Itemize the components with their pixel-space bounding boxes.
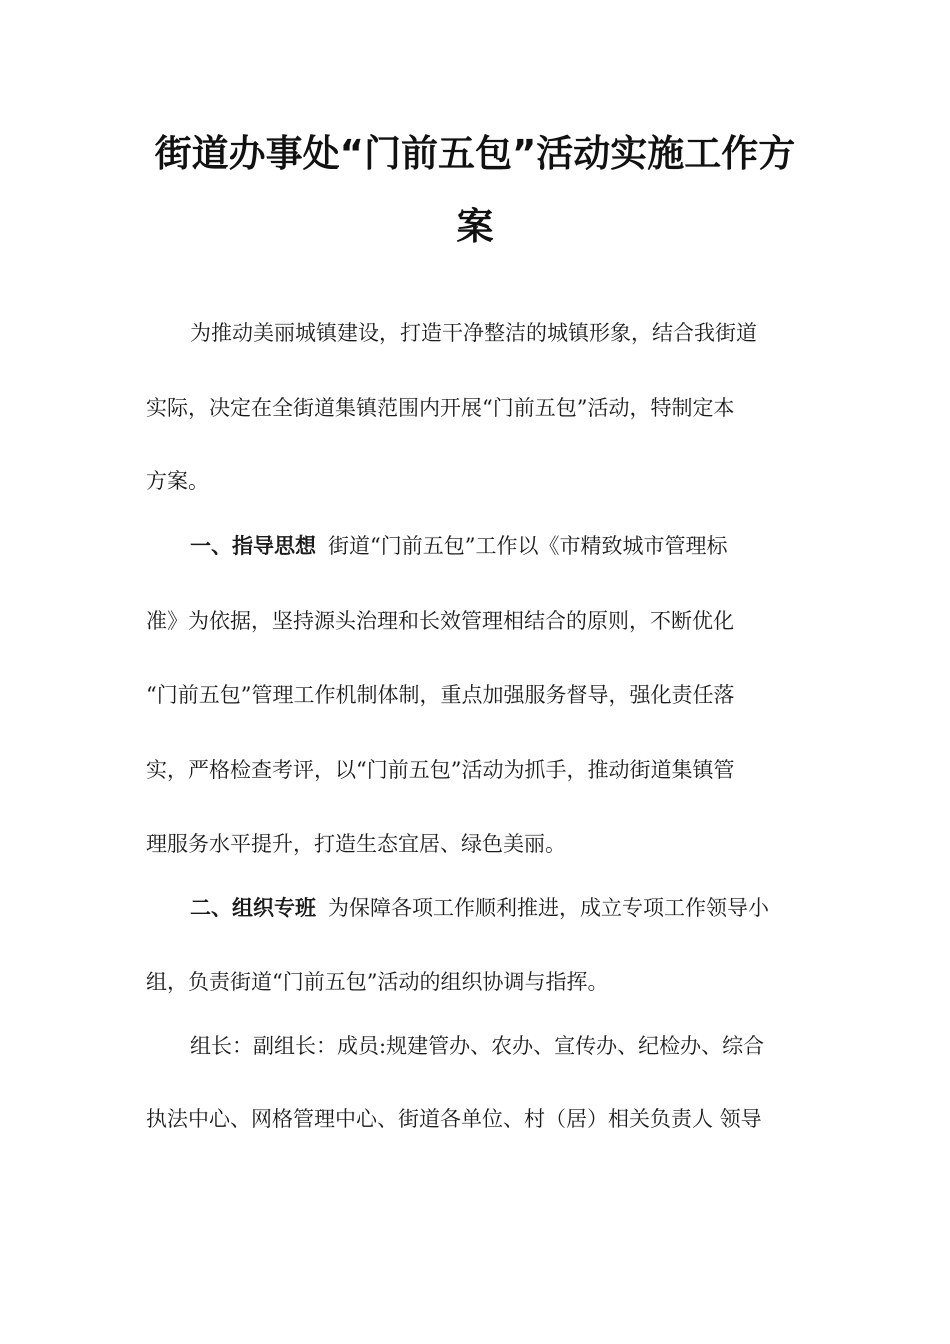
- intro-line-1: 为推动美丽城镇建设，打造干净整洁的城镇形象，结合我街道: [190, 321, 757, 345]
- intro-line-3: 方案。: [146, 469, 209, 493]
- members-line-2: 执法中心、网格管理中心、街道各单位、村（居）相关负责人 领导: [146, 1107, 762, 1131]
- section1-line-1-text: 街道“门前五包”工作以《市精致城市管理标: [328, 534, 728, 558]
- section1-line-2: 准》为依据，坚持源头治理和长效管理相结合的原则，不断优化: [146, 609, 734, 633]
- section1-heading: 一、指导思想: [190, 534, 316, 558]
- document-title-line-1: 街道办事处“门前五包”活动实施工作方: [154, 132, 796, 175]
- section1-line-5: 理服务水平提升，打造生态宜居、绿色美丽。: [146, 832, 566, 856]
- section1-line-1: [190, 531, 727, 561]
- section2-line-1-text: 为保障各项工作顺利推进，成立专项工作领导小: [328, 896, 769, 920]
- section1-line-4: 实，严格检查考评，以“门前五包”活动为抓手，推动街道集镇管: [146, 758, 735, 782]
- section2-line-2: 组，负责街道“门前五包”活动的组织协调与指挥。: [146, 970, 609, 994]
- document-title-line-2: 案: [456, 205, 494, 248]
- section2-heading: 二、组织专班: [190, 896, 316, 920]
- intro-line-2: 实际，决定在全街道集镇范围内开展“门前五包”活动，特制定本: [146, 396, 735, 420]
- members-line-1: 组长：副组长：成员:规建管办、农办、宣传办、纪检办、综合: [190, 1034, 765, 1058]
- section1-line-3: “门前五包”管理工作机制体制，重点加强服务督导，强化责任落: [146, 683, 735, 707]
- section2-line-1: [190, 893, 769, 923]
